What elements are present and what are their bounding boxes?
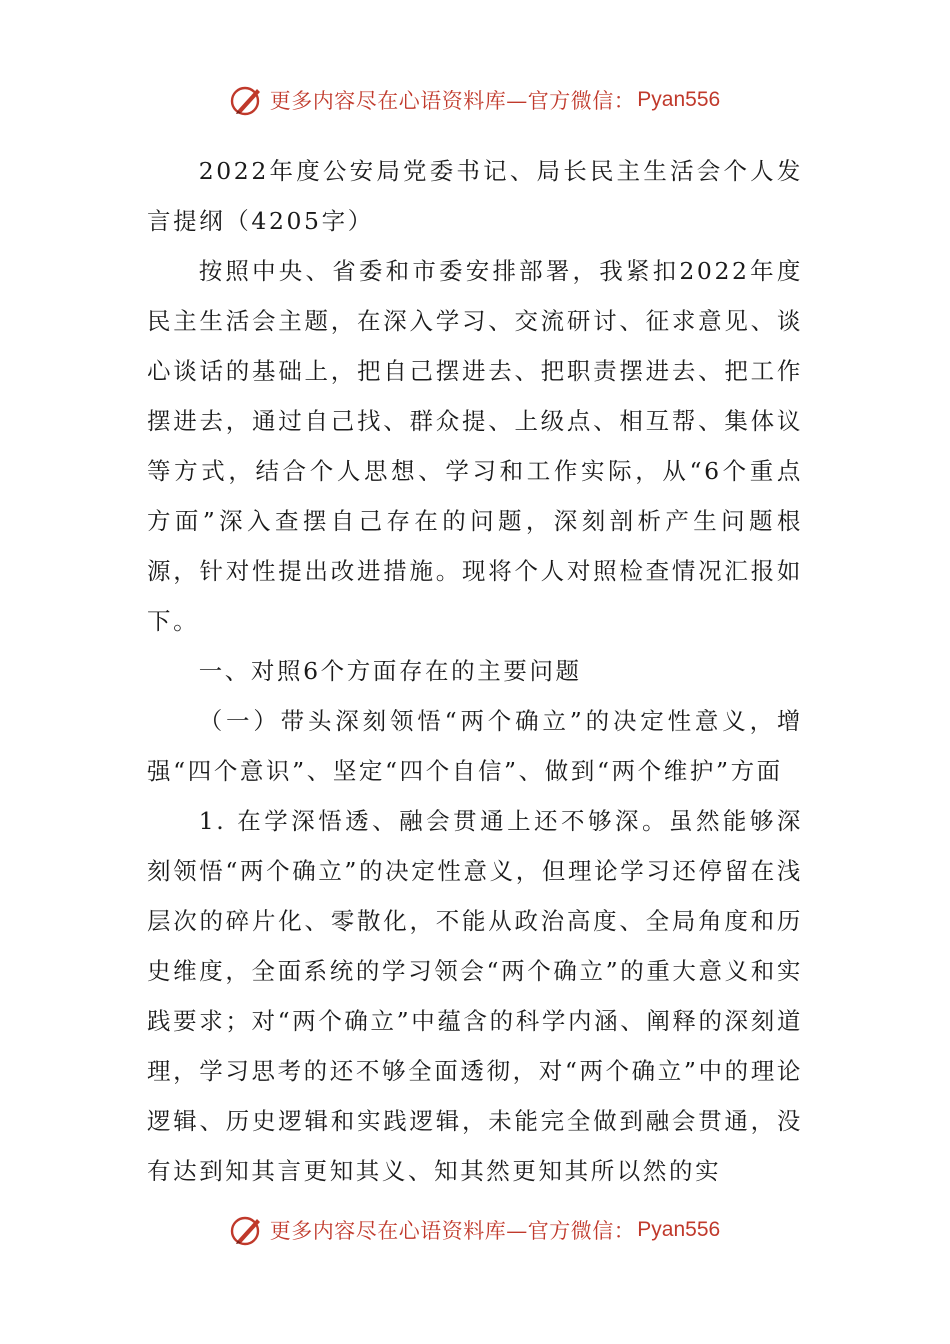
pen-logo-icon: [230, 1213, 264, 1247]
watermark-banner-top: [0, 78, 950, 122]
paragraph-intro: 按照中央、省委和市委安排部署，我紧扣2022年度民主生活会主题，在深入学习、交流研讨、征求意见、谈心谈话的基础上，把自己摆进去、把职责摆进去、把工作摆进去，通过自己找、群众提、上级点、相互帮、集体议等方式，结合个人思想、学习和工作实际，从“6个重点方面”深入查摆自己存在的问题，深刻剖析产生问题根源，针对性提出改进措施。现将个人对照检查情况汇报如下。: [147, 257, 803, 635]
document-title: 2022年度公安局党委书记、局长民主生活会个人发言提纲（4205字）: [147, 157, 803, 235]
watermark-text: 更多内容尽在心语资料库—官方微信：: [269, 89, 636, 113]
watermark-wechat-id: Pyan556: [637, 1218, 721, 1241]
paragraph-item-1: 1. 在学深悟透、融会贯通上还不够深。虽然能够深刻领悟“两个确立”的决定性意义，但理论学习还停留在浅层次的碎片化、零散化，不能从政治高度、全局角度和历史维度，全面系统的学习领会“两个确立”的重大意义和实践要求；对“两个确立”中蕴含的科学内涵、阐释的深刻道理，学习思考的还不够全面透彻，对“两个确立”中的理论逻辑、历史逻辑和实践逻辑，未能完全做到融会贯通，没有达到知其言更知其义、知其然更知其所以然的实: [147, 807, 803, 1185]
section-heading-1: 一、对照6个方面存在的主要问题: [198, 657, 582, 685]
pen-logo-icon: [230, 83, 264, 117]
document-body: [147, 146, 803, 1196]
watermark-banner-bottom: [0, 1208, 950, 1252]
watermark-wechat-id: Pyan556: [637, 88, 721, 111]
watermark-text: 更多内容尽在心语资料库—官方微信：: [269, 1219, 636, 1243]
subsection-heading-1: （一）带头深刻领悟“两个确立”的决定性意义，增强“四个意识”、坚定“四个自信”、做到“两个维护”方面: [147, 707, 803, 785]
